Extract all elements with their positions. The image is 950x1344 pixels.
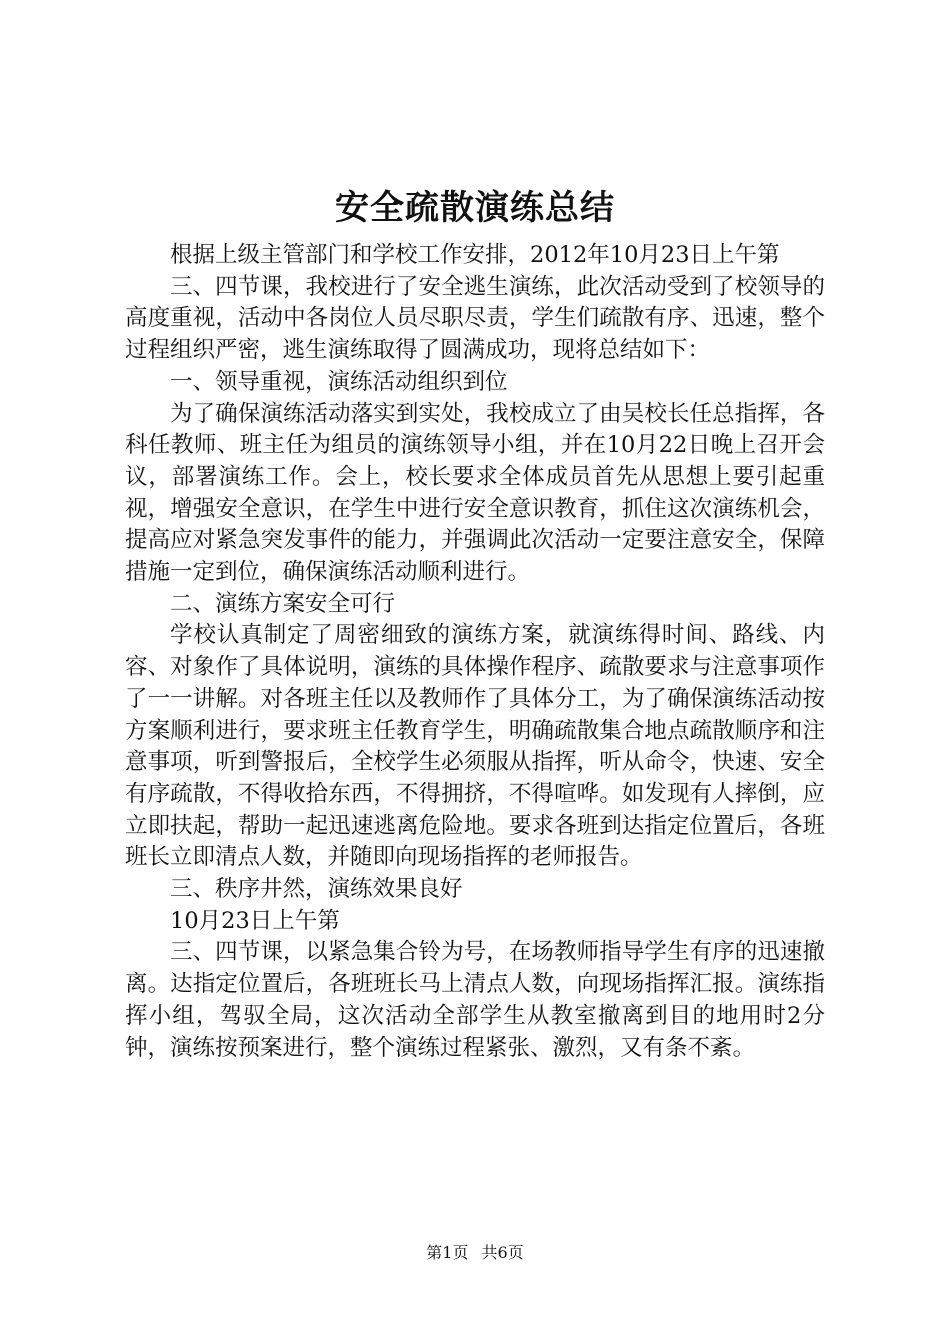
paragraph-date-line: 10月23日上午第 bbox=[170, 907, 340, 934]
paragraph-section-2: 学校认真制定了周密细致的演练方案，就演练得时间、路线、内容、对象作了具体说明，演练的具体操作程序、疏散要求与注意事项作了一一讲解。对各班主任以及教师作了具体分工，为了确保演练活动按方案顺利进行，要求班主任教育学生，明确疏散集合地点疏散顺序和注意事项，听到警报后，全校学生必须服从指挥，听从命令，快速、安全有序疏散，不得收拾东西，不得拥挤，不得喧哗。如发现有人摔倒，应立即扶起，帮助一起迅速逃离危险地。要求各班到达指定位置后，各班班长立即清点人数，并随即向现场指挥的老师报告。 bbox=[125, 622, 825, 871]
section-heading-1: 一、领导重视，演练活动组织到位 bbox=[170, 368, 508, 395]
paragraph-intro-continued: 三、四节课，我校进行了安全逃生演练，此次活动受到了校领导的高度重视，活动中各岗位人员尽职尽责，学生们疏散有序、迅速，整个过程组织严密，逃生演练取得了圆满成功，现将总结如下： bbox=[125, 273, 825, 364]
document-body bbox=[125, 240, 825, 1064]
document-title: 安全疏散演练总结 bbox=[335, 188, 615, 228]
paragraph-intro: 根据上级主管部门和学校工作安排，2012年10月23日上午第 bbox=[170, 242, 780, 268]
page-number: 第1页 bbox=[426, 1243, 469, 1262]
page-total: 共6页 bbox=[481, 1243, 524, 1262]
page-footer bbox=[0, 1243, 950, 1263]
section-heading-2: 二、演练方案安全可行 bbox=[170, 590, 396, 617]
section-heading-3: 三、秩序井然，演练效果良好 bbox=[170, 876, 463, 903]
paragraph-section-1: 为了确保演练活动落实到实处，我校成立了由吴校长任总指挥，各科任教师、班主任为组员的演练领导小组，并在10月22日晚上召开会议，部署演练工作。会上，校长要求全体成员首先从思想上要引起重视，增强安全意识，在学生中进行安全意识教育，抓住这次演练机会，提高应对紧急突发事件的能力，并强调此次活动一定要注意安全，保障措施一定到位，确保演练活动顺利进行。 bbox=[125, 400, 825, 586]
paragraph-section-3: 三、四节课，以紧急集合铃为号，在场教师指导学生有序的迅速撤离。达指定位置后，各班班长马上清点人数，向现场指挥汇报。演练指挥小组，驾驭全局，这次活动全部学生从教室撤离到目的地用时2分钟，演练按预案进行，整个演练过程紧张、激烈，又有条不紊。 bbox=[125, 939, 825, 1061]
